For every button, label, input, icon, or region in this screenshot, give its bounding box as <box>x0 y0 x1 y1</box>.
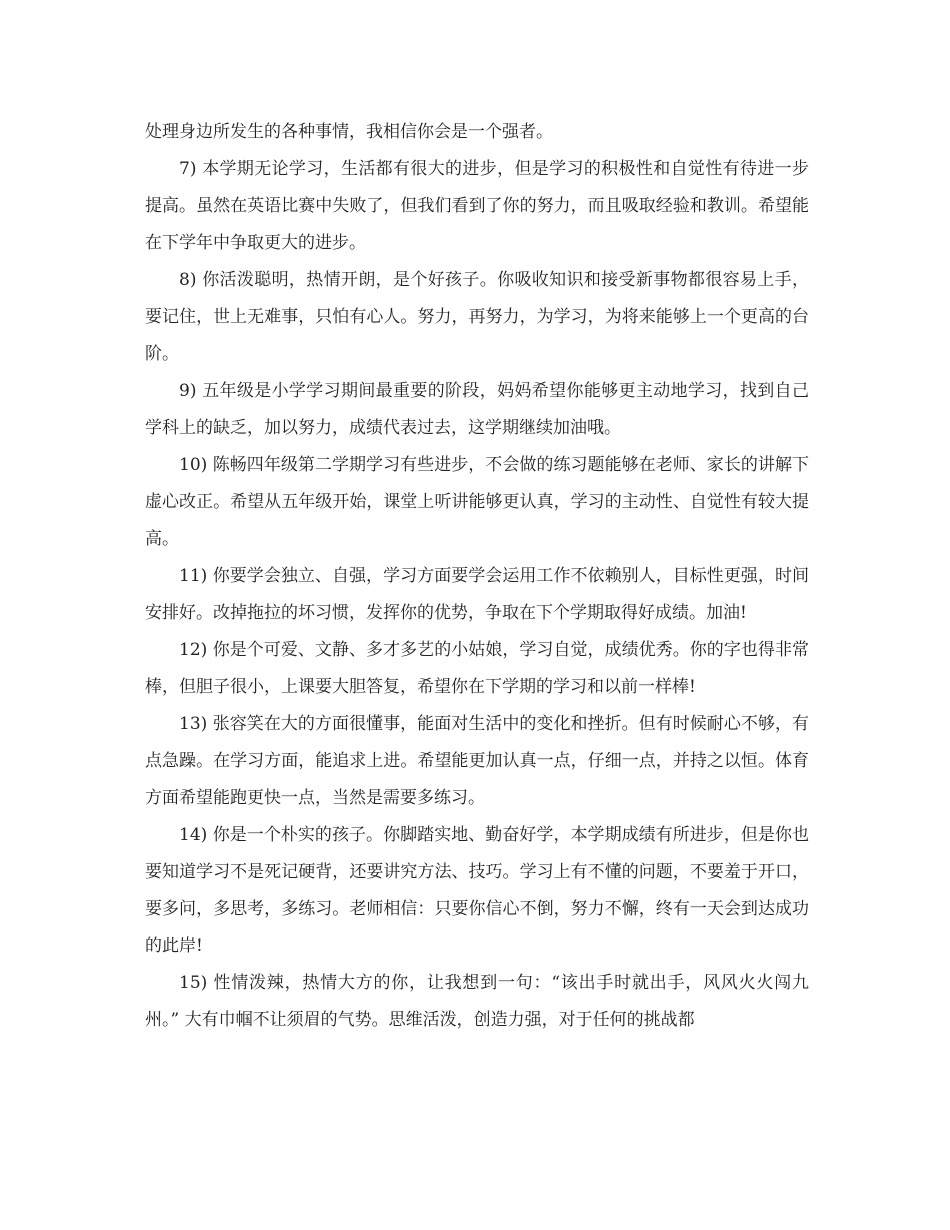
paragraph-comment-15: 15) 性情泼辣，热情大方的你，让我想到一句：“该出手时就出手，风风火火闯九州。” 大有巾帼不让须眉的气势。思维活泼，创造力强，对于任何的挑战都 <box>145 973 809 1030</box>
paragraph-comment-12: 12) 你是个可爱、文静、多才多艺的小姑娘，学习自觉，成绩优秀。你的字也得非常棒，但胆子很小，上课要大胆答复，希望你在下学期的学习和以前一样棒! <box>145 640 809 697</box>
paragraph-comment-10: 10) 陈畅四年级第二学期学习有些进步，不会做的练习题能够在老师、家长的讲解下虚心改正。希望从五年级开始，课堂上听讲能够更认真，学习的主动性、自觉性有较大提高。 <box>145 455 809 549</box>
paragraph-comment-13: 13) 张容笑在大的方面很懂事，能面对生活中的变化和挫折。但有时候耐心不够，有点急躁。在学习方面，能追求上进。希望能更加认真一点，仔细一点，并持之以恒。体育方面希望能跑更快一点，当然是需要多练习。 <box>145 714 809 808</box>
document-body <box>145 114 809 1039</box>
paragraph-comment-14: 14) 你是一个朴实的孩子。你脚踏实地、勤奋好学，本学期成绩有所进步，但是你也要知道学习不是死记硬背，还要讲究方法、技巧。学习上有不懂的问题，不要羞于开口，要多问，多思考，多练习。老师相信：只要你信心不倒，努力不懈，终有一天会到达成功的此岸! <box>145 825 809 956</box>
paragraph-comment-8: 8) 你活泼聪明，热情开朗，是个好孩子。你吸收知识和接受新事物都很容易上手，要记住，世上无难事，只怕有心人。努力，再努力，为学习，为将来能够上一个更高的台阶。 <box>145 270 809 364</box>
paragraph-comment-11: 11) 你要学会独立、自强，学习方面要学会运用工作不依赖别人，目标性更强，时间安排好。改掉拖拉的坏习惯，发挥你的优势，争取在下个学期取得好成绩。加油! <box>145 566 809 623</box>
paragraph-continuation: 处理身边所发生的各种事情，我相信你会是一个强者。 <box>145 122 553 142</box>
paragraph-comment-7: 7) 本学期无论学习，生活都有很大的进步，但是学习的积极性和自觉性有待进一步提高。虽然在英语比赛中失败了，但我们看到了你的努力，而且吸取经验和教训。希望能在下学年中争取更大的进步。 <box>145 159 809 253</box>
paragraph-comment-9: 9) 五年级是小学学习期间最重要的阶段，妈妈希望你能够更主动地学习，找到自己学科上的缺乏，加以努力，成绩代表过去，这学期继续加油哦。 <box>145 381 809 438</box>
